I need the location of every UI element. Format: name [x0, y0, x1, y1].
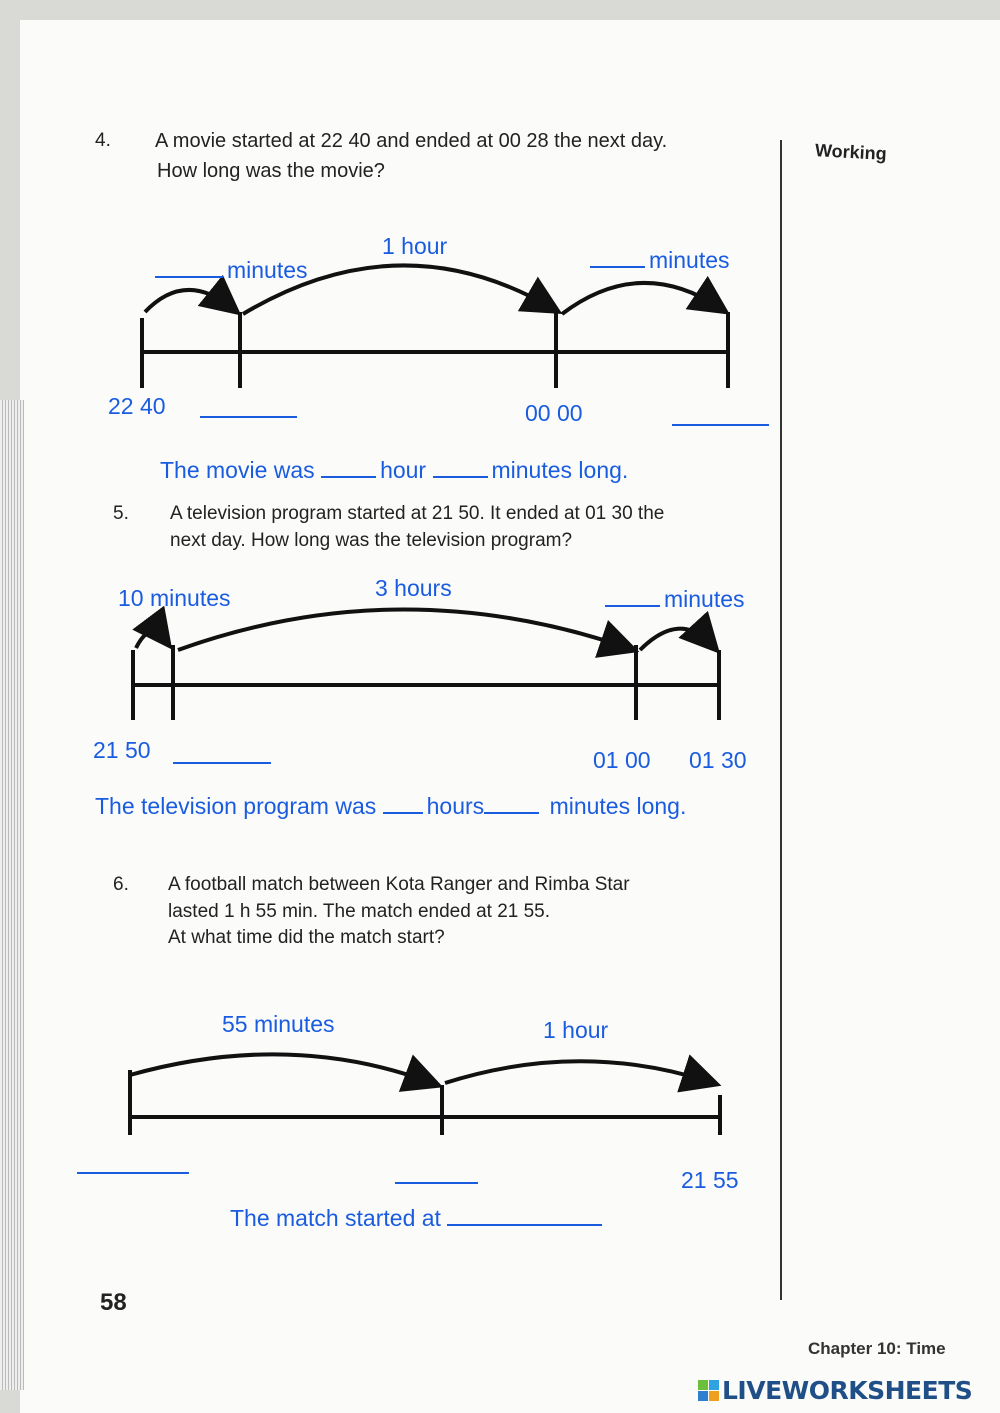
- q6-number: 6.: [113, 874, 129, 895]
- q4-minutes-blank-2[interactable]: [590, 246, 645, 268]
- q6-time-blank-1[interactable]: [77, 1152, 189, 1174]
- q5-answer-sentence: [95, 792, 686, 820]
- logo-text: LIVEWORKSHEETS: [722, 1376, 973, 1405]
- q4-answer-text: The movie was: [160, 457, 315, 483]
- number-line-q6: [130, 1054, 720, 1135]
- q6-time-blank-2[interactable]: [395, 1162, 478, 1184]
- q5-minutes-label-2: minutes: [664, 586, 745, 612]
- q6-minutes-label: 55 minutes: [222, 1011, 335, 1037]
- q4-number: 4.: [95, 130, 111, 151]
- q4-answer-text: minutes long.: [491, 457, 629, 483]
- chapter-label: Chapter 10: Time: [808, 1339, 946, 1358]
- q5-text-line1: A television program started at 21 50. It ended at 01 30 the: [170, 503, 665, 524]
- q6-answer-label: The match started at: [230, 1205, 441, 1231]
- q5-answer-text: hours: [426, 793, 485, 819]
- q4-hour-label: 1 hour: [382, 233, 448, 259]
- q5-time-start: 21 50: [93, 737, 151, 763]
- page-number: 58: [100, 1289, 127, 1316]
- q5-time-end: 01 30: [689, 747, 747, 773]
- q5-answer-text: The television program was: [95, 793, 377, 819]
- q5-time-blank[interactable]: [173, 742, 271, 764]
- q5-time-mid: 01 00: [593, 747, 651, 773]
- q4-hour-answer-blank[interactable]: [321, 456, 376, 478]
- q4-minutes-blank-1[interactable]: [155, 256, 223, 278]
- q6-answer-blank[interactable]: [447, 1204, 602, 1226]
- q5-text-line2: next day. How long was the television program?: [170, 530, 573, 551]
- q4-answer-sentence: [160, 456, 628, 484]
- q4-minutes-answer-blank[interactable]: [433, 456, 488, 478]
- number-line-q5: [133, 609, 719, 720]
- q4-minutes-label-1: minutes: [227, 257, 308, 283]
- q6-text-line1: A football match between Kota Ranger and Rimba Star: [168, 874, 630, 895]
- q5-minutes-blank[interactable]: [605, 585, 660, 607]
- logo-icon: [698, 1380, 719, 1401]
- q4-time-blank-1[interactable]: [200, 396, 297, 418]
- q6-hour-label: 1 hour: [543, 1017, 609, 1043]
- q6-text-line2: lasted 1 h 55 min. The match ended at 21 55.: [168, 901, 551, 922]
- q4-minutes-label-2: minutes: [649, 247, 730, 273]
- q4-answer-text: hour: [380, 457, 427, 483]
- liveworksheets-logo: [698, 1376, 972, 1405]
- q5-answer-text: minutes long.: [549, 793, 687, 819]
- q5-number: 5.: [113, 503, 129, 524]
- q4-text-line1: A movie started at 22 40 and ended at 00 28 the next day.: [155, 130, 668, 152]
- q4-text-line2: How long was the movie?: [157, 160, 385, 182]
- q5-hours-answer-blank[interactable]: [383, 792, 423, 814]
- q4-time-mid: 00 00: [525, 400, 583, 426]
- q4-time-start: 22 40: [108, 393, 166, 419]
- q6-time-end: 21 55: [681, 1167, 739, 1193]
- q5-minutes-label-1: 10 minutes: [118, 585, 231, 611]
- q5-minutes-answer-blank[interactable]: [484, 792, 539, 814]
- q4-time-blank-2[interactable]: [672, 404, 769, 426]
- working-label: Working: [814, 140, 888, 164]
- q6-text-line3: At what time did the match start?: [168, 927, 445, 948]
- q5-hours-label: 3 hours: [375, 575, 452, 601]
